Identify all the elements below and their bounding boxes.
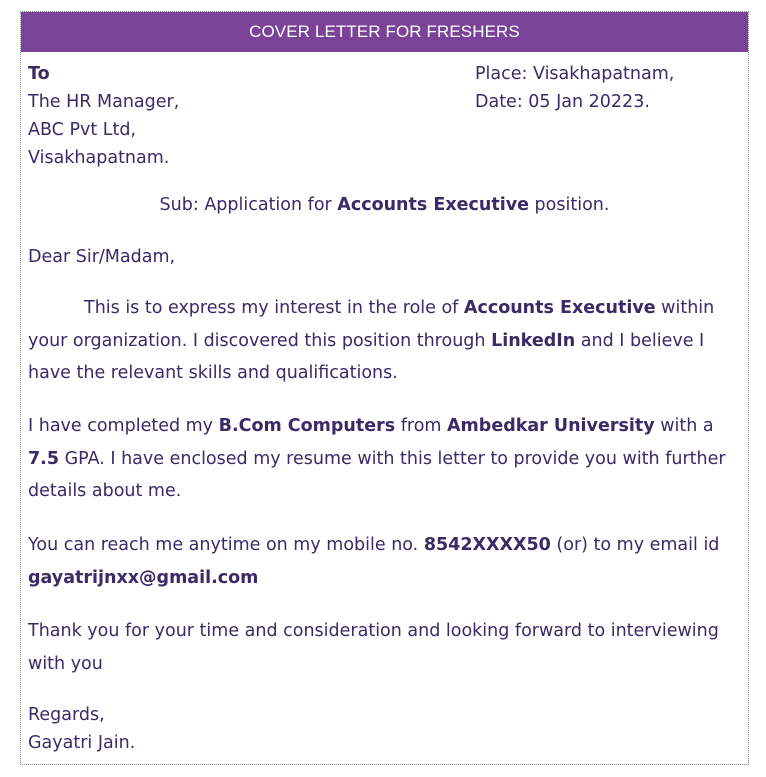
closing-regards: Regards,: [28, 705, 105, 725]
cover-letter-card: [20, 11, 749, 765]
p1-source: LinkedIn: [491, 330, 576, 351]
paragraph-education: [28, 410, 733, 508]
recipient-line-1: The HR Manager,: [28, 92, 180, 112]
p1-text-3: and I believe I have the relevant skills and qualifications.: [28, 330, 705, 383]
paragraph-thanks: Thank you for your time and consideration and looking forward to interviewing with you: [28, 621, 719, 674]
subject-prefix: Sub: Application for: [159, 195, 338, 215]
closing-block: [28, 701, 733, 757]
recipient-line-2: ABC Pvt Ltd,: [28, 120, 137, 140]
subject-suffix: position.: [528, 195, 610, 215]
letter-header: [21, 12, 748, 52]
p2-university: Ambedkar University: [447, 416, 655, 436]
paragraph-interest: [28, 292, 733, 390]
p2-text-1: I have completed my: [28, 416, 219, 436]
p2-gpa: 7.5: [28, 448, 60, 469]
paragraph-contact: [28, 529, 733, 594]
place-date-block: [475, 60, 674, 116]
letter-title: COVER LETTER FOR FRESHERS: [249, 22, 520, 41]
p3-email: gayatrijnxx@gmail.com: [28, 567, 259, 588]
p1-role: Accounts Executive: [463, 298, 656, 318]
recipient-line-3: Visakhapatnam.: [28, 148, 170, 168]
p1-text-2: within your organization. I discovered this position through: [28, 298, 715, 351]
p1-text-1: This is to express my interest in the role of: [84, 298, 464, 318]
recipient-address: [28, 60, 179, 172]
p3-text-1: You can reach me anytime on my mobile no.: [28, 535, 424, 555]
p2-text-3: with a: [654, 416, 714, 436]
p3-text-2: (or) to my email id: [550, 535, 720, 555]
p2-degree: B.Com Computers: [218, 416, 396, 436]
closing-name: Gayatri Jain.: [28, 733, 136, 753]
subject-line: [21, 195, 748, 215]
date: Date: 05 Jan 20223.: [475, 92, 650, 112]
p3-mobile: 8542XXXX50: [423, 535, 551, 555]
salutation: Dear Sir/Madam,: [28, 247, 176, 267]
recipient-to: To: [28, 64, 50, 84]
subject-role: Accounts Executive: [337, 195, 529, 215]
place: Place: Visakhapatnam,: [475, 64, 675, 84]
p2-text-2: from: [395, 416, 448, 436]
p2-text-4: GPA. I have enclosed my resume with this letter to provide you with further details about me.: [28, 448, 726, 501]
